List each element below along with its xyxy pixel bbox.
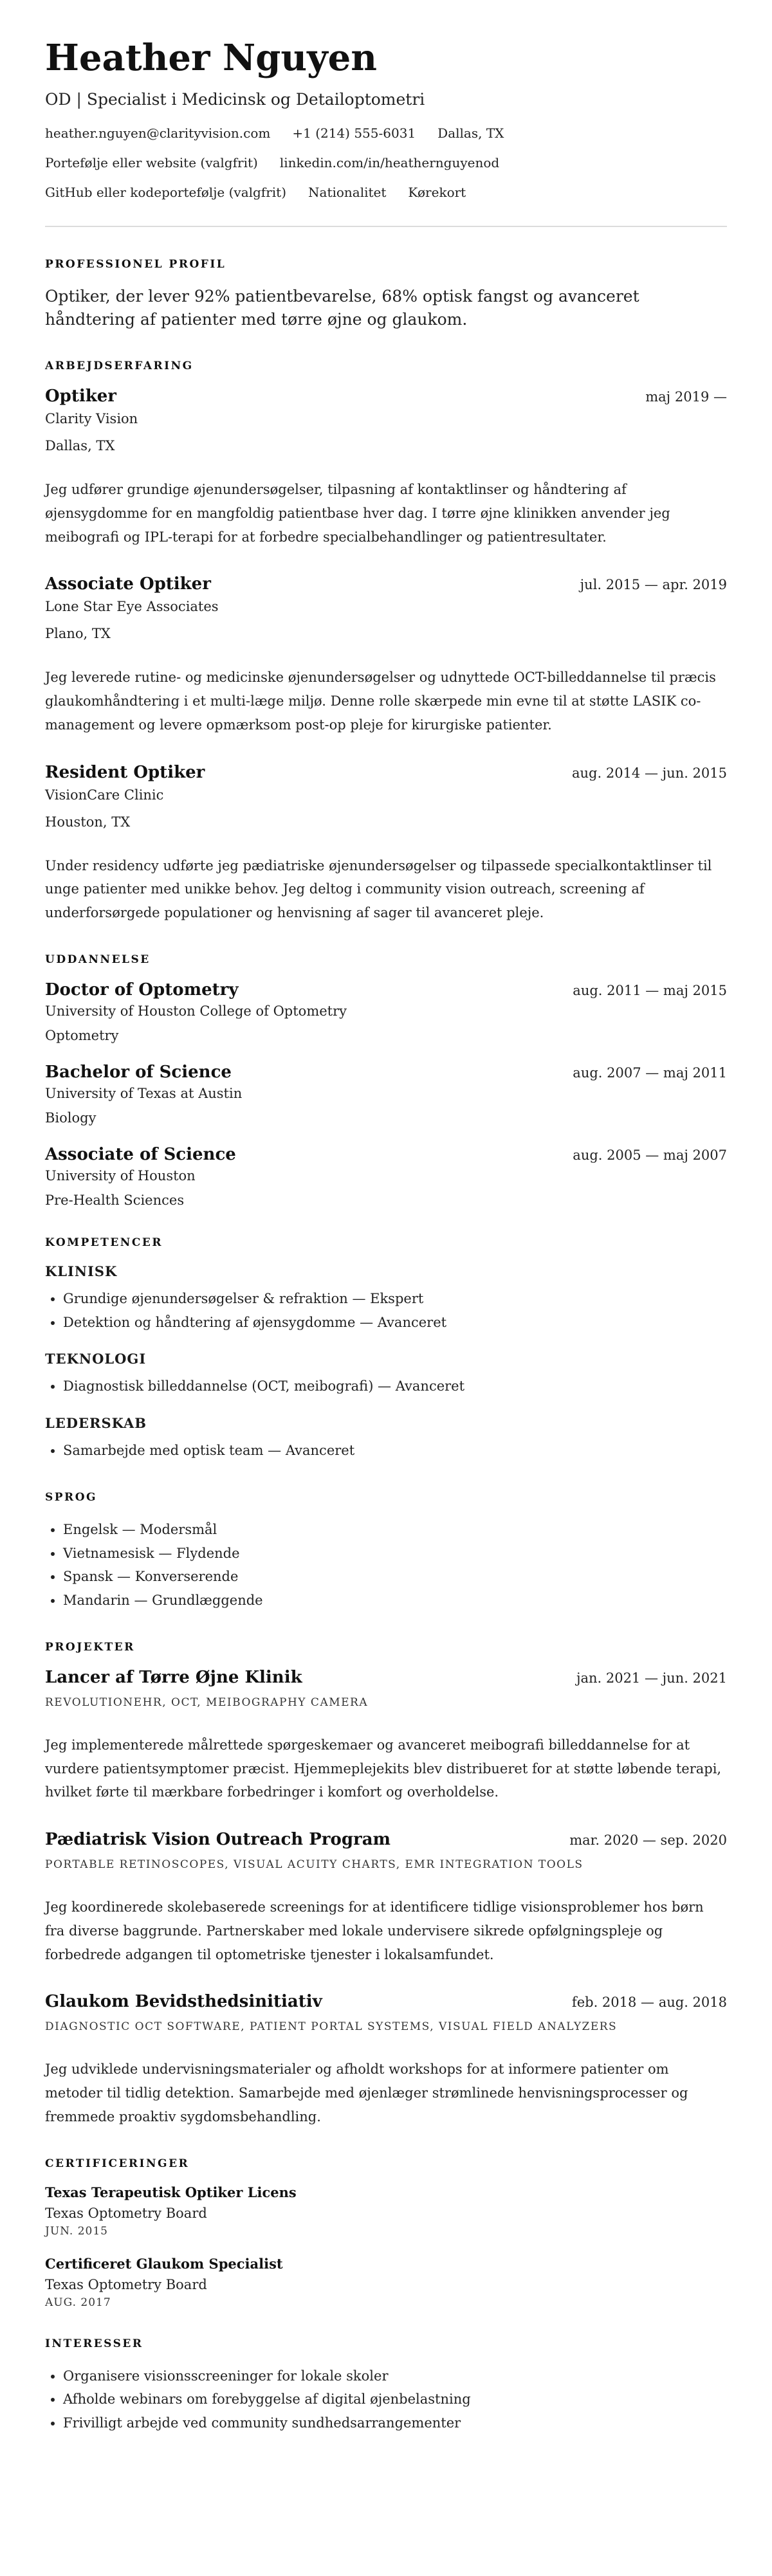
- degree-date: aug. 2007 — maj 2011: [573, 1064, 727, 1081]
- project-entry: [45, 1830, 727, 1966]
- degree-title: Doctor of Optometry: [45, 980, 239, 1000]
- languages-list: [45, 1518, 727, 1612]
- job-date: jul. 2015 — apr. 2019: [580, 577, 727, 593]
- competency-group-clinical: KLINISK: [45, 1263, 118, 1279]
- school-name: University of Houston: [45, 1167, 196, 1183]
- certification-issuer: Texas Optometry Board: [45, 2205, 207, 2221]
- project-entry: [45, 1992, 727, 2128]
- degree-date: aug. 2005 — maj 2007: [573, 1147, 727, 1163]
- school-name: University of Texas at Austin: [45, 1085, 243, 1101]
- list-item: • Mandarin — Grundlæggende: [63, 1589, 727, 1612]
- project-date: feb. 2018 — aug. 2018: [571, 1995, 727, 2011]
- profile-section: [45, 258, 727, 332]
- job-description: Jeg leverede rutine- og medicinske øjenundersøgelser og udnyttede OCT-billeddannelse til præcis glaukomhåndtering i et multi-læge miljø. Denne rolle skærpede min evne til at støtte LASIK co-management og levere opmærksom post-op pleje for kirurgiske patienter.: [45, 670, 716, 733]
- certification-issuer: Texas Optometry Board: [45, 2276, 207, 2292]
- contact-email[interactable]: heather.nguyen@clarityvision.com: [45, 125, 271, 141]
- experience-entry: [45, 763, 727, 925]
- job-title: Associate Optiker: [45, 574, 211, 594]
- competency-group-leadership: LEDERSKAB: [45, 1415, 147, 1432]
- competency-group-technology: TEKNOLOGI: [45, 1351, 147, 1367]
- job-company: Clarity Vision: [45, 411, 138, 427]
- job-date: maj 2019 —: [645, 389, 727, 405]
- project-description: Jeg implementerede målrettede spørgeskemaer og avanceret meibografi billeddannelse for at vurdere patientsymptomer præcist. Hjemmeplejekits blev distribueret for at støtte løbende terapi, hvilket førte til mærkbare forbedringer i komfort og overholdelse.: [45, 1737, 722, 1800]
- job-title: Optiker: [45, 387, 116, 406]
- project-date: jan. 2021 — jun. 2021: [576, 1670, 727, 1686]
- contact-row-2: [45, 155, 727, 170]
- job-company: Lone Star Eye Associates: [45, 599, 219, 615]
- certification-entry: [45, 2256, 727, 2309]
- job-title: Resident Optiker: [45, 762, 205, 782]
- project-name: Glaukom Bevidsthedsinitiativ: [45, 1992, 322, 2012]
- languages-section: [45, 1491, 727, 1612]
- candidate-headline: OD | Specialist i Medicinsk og Detailoptometri: [45, 89, 425, 109]
- contact-drivers-license: Kørekort: [408, 184, 466, 200]
- project-tech: DIAGNOSTIC OCT SOFTWARE, PATIENT PORTAL SYSTEMS, VISUAL FIELD ANALYZERS: [45, 2020, 618, 2034]
- degree-date: aug. 2011 — maj 2015: [573, 982, 727, 998]
- school-name: University of Houston College of Optometry: [45, 1003, 347, 1019]
- list-item: • Afholde webinars om forebyggelse af digital øjenbelastning: [63, 2388, 727, 2411]
- profile-summary: Optiker, der lever 92% patientbevarelse, 68% optisk fangst og avanceret håndtering af patienter med tørre øjne og glaukom.: [45, 286, 639, 329]
- list-item: • Spansk — Konverserende: [63, 1565, 727, 1589]
- project-description: Jeg udviklede undervisningsmaterialer og afholdt workshops for at informere patienter om metoder til tidlig detektion. Samarbejde med øjenlæger strømlinede henvisningsprocesser og fremmede proaktiv sygdomsbehandling.: [45, 2061, 688, 2124]
- contact-portfolio: Portefølje eller website (valgfrit): [45, 154, 258, 170]
- competency-list-technology: [45, 1375, 727, 1398]
- certification-entry: [45, 2184, 727, 2238]
- list-item: • Organisere visionsscreeninger for lokale skoler: [63, 2364, 727, 2388]
- job-description: Jeg udfører grundige øjenundersøgelser, tilpasning af kontaktlinser og håndtering af øjensygdomme for en mangfoldig patientbase hver dag. I tørre øjne klinikken anvender jeg meibografi og IPL-terapi for at forbedre specialbehandlinger og patientresultater.: [45, 482, 670, 545]
- certification-name: Certificeret Glaukom Specialist: [45, 2255, 283, 2272]
- candidate-name: Heather Nguyen: [45, 37, 377, 79]
- list-item: • Samarbejde med optisk team — Avanceret: [63, 1439, 727, 1463]
- degree-title: Bachelor of Science: [45, 1062, 232, 1082]
- project-name: Pædiatrisk Vision Outreach Program: [45, 1830, 391, 1850]
- education-entry: [45, 1145, 727, 1208]
- experience-section: [45, 360, 727, 925]
- section-title-certifications: CERTIFICERINGER: [45, 2157, 190, 2170]
- project-tech: REVOLUTIONEHR, OCT, MEIBOGRAPHY CAMERA: [45, 1695, 369, 1709]
- competencies-section: [45, 1236, 727, 1463]
- certification-date: JUN. 2015: [45, 2224, 109, 2238]
- section-title-languages: SPROG: [45, 1490, 98, 1504]
- project-name: Lancer af Tørre Øjne Klinik: [45, 1667, 302, 1687]
- job-description: Under residency udførte jeg pædiatriske øjenundersøgelser og tilpassede specialkontaktlinser til unge patienter med unikke behov. Jeg deltog i community vision outreach, screening af underforsørgede populationer og henvisning af sager til avanceret pleje.: [45, 857, 712, 921]
- list-item: • Detektion og håndtering af øjensygdomme — Avanceret: [63, 1311, 727, 1335]
- list-item: • Engelsk — Modersmål: [63, 1518, 727, 1542]
- study-field: Optometry: [45, 1027, 119, 1043]
- job-company: VisionCare Clinic: [45, 787, 164, 803]
- contact-github: GitHub eller kodeportefølje (valgfrit): [45, 184, 287, 200]
- contact-nationality: Nationalitet: [308, 184, 387, 200]
- study-field: Biology: [45, 1110, 96, 1126]
- job-location: Houston, TX: [45, 814, 131, 830]
- education-entry: [45, 980, 727, 1043]
- project-date: mar. 2020 — sep. 2020: [569, 1832, 727, 1849]
- section-title-profile: PROFESSIONEL PROFIL: [45, 257, 226, 271]
- contact-location: Dallas, TX: [437, 125, 504, 141]
- certifications-section: [45, 2157, 727, 2309]
- section-title-projects: PROJEKTER: [45, 1640, 135, 1654]
- header-divider: [45, 226, 727, 227]
- contact-row-3: [45, 185, 727, 200]
- project-description: Jeg koordinerede skolebaserede screenings for at identificere tidlige visionsproblemer hos børn fra diverse baggrunde. Partnerskaber med lokale undervisere sikrede opfølgningspleje og forbedrede adgangen til optometriske tjenester i lokalsamfundet.: [45, 1899, 704, 1962]
- contact-linkedin[interactable]: linkedin.com/in/heathernguyenod: [279, 154, 500, 170]
- section-title-experience: ARBEJDSERFARING: [45, 360, 194, 373]
- competency-list-leadership: [45, 1439, 727, 1463]
- projects-section: [45, 1641, 727, 2129]
- list-item: • Frivilligt arbejde ved community sundhedsarrangementer: [63, 2411, 727, 2435]
- interests-list: [45, 2364, 727, 2435]
- degree-title: Associate of Science: [45, 1144, 236, 1164]
- project-tech: PORTABLE RETINOSCOPES, VISUAL ACUITY CHARTS, EMR INTEGRATION TOOLS: [45, 1858, 584, 1872]
- list-item: • Grundige øjenundersøgelser & refraktion — Ekspert: [63, 1287, 727, 1311]
- certification-date: AUG. 2017: [45, 2296, 111, 2309]
- section-title-education: UDDANNELSE: [45, 953, 151, 966]
- education-section: [45, 953, 727, 1208]
- contact-phone[interactable]: +1 (214) 555-6031: [292, 125, 416, 141]
- job-location: Dallas, TX: [45, 438, 115, 454]
- competency-list-clinical: [45, 1287, 727, 1335]
- experience-entry: [45, 387, 727, 549]
- study-field: Pre-Health Sciences: [45, 1192, 185, 1208]
- education-entry: [45, 1063, 727, 1126]
- project-entry: [45, 1668, 727, 1804]
- list-item: • Diagnostisk billeddannelse (OCT, meibografi) — Avanceret: [63, 1375, 727, 1398]
- section-title-interests: INTERESSER: [45, 2337, 143, 2350]
- interests-section: [45, 2337, 727, 2435]
- section-title-competencies: KOMPETENCER: [45, 1236, 163, 1249]
- list-item: • Vietnamesisk — Flydende: [63, 1542, 727, 1566]
- resume-header: [45, 39, 727, 200]
- experience-entry: [45, 574, 727, 736]
- contact-row-1: [45, 125, 727, 141]
- job-date: aug. 2014 — jun. 2015: [572, 765, 727, 781]
- certification-name: Texas Terapeutisk Optiker Licens: [45, 2184, 297, 2200]
- job-location: Plano, TX: [45, 626, 111, 642]
